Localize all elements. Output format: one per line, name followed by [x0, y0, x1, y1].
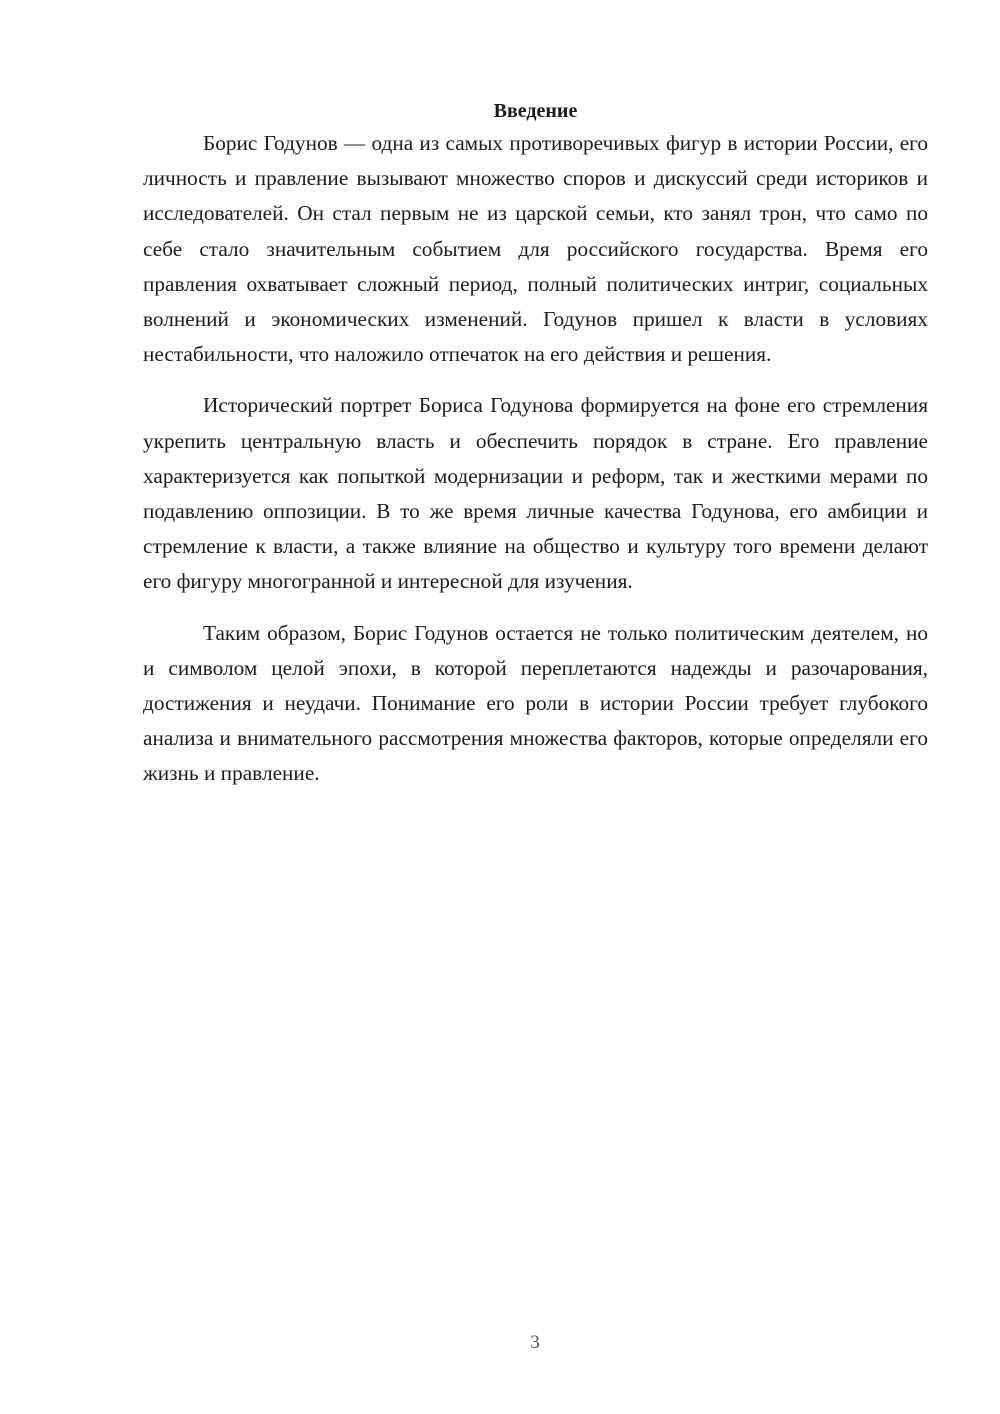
paragraph-2: Исторический портрет Бориса Годунова формируется на фоне его стремления укрепить центральную власть и обеспечить порядок в стране. Его правление характеризуется как попыткой модернизации и реформ, так и жесткими мерами по подавлению оппозиции. В то же время личные качества Годунова, его амбиции и стремление к власти, а также влияние на общество и культуру того времени делают его фигуру многогранной и интересной для изучения.: [143, 393, 928, 594]
document-body: [143, 96, 928, 792]
page-number: 3: [530, 1332, 540, 1353]
paragraph-1: Борис Годунов — одна из самых противоречивых фигур в истории России, его личность и правление вызывают множество споров и дискуссий среди историков и исследователей. Он стал первым не из царской семьи, кто занял трон, что само по себе стало значительным событием для российского государства. Время его правления охватывает сложный период, полный политических интриг, социальных волнений и экономических изменений. Годунов пришел к власти в условиях нестабильности, что наложило отпечаток на его действия и решения.: [143, 131, 928, 367]
paragraph-3: Таким образом, Борис Годунов остается не только политическим деятелем, но и символом целой эпохи, в которой переплетаются надежды и разочарования, достижения и неудачи. Понимание его роли в истории России требует глубокого анализа и внимательного рассмотрения множества факторов, которые определяли его жизнь и правление.: [143, 620, 928, 786]
section-heading: Введение: [493, 100, 578, 122]
